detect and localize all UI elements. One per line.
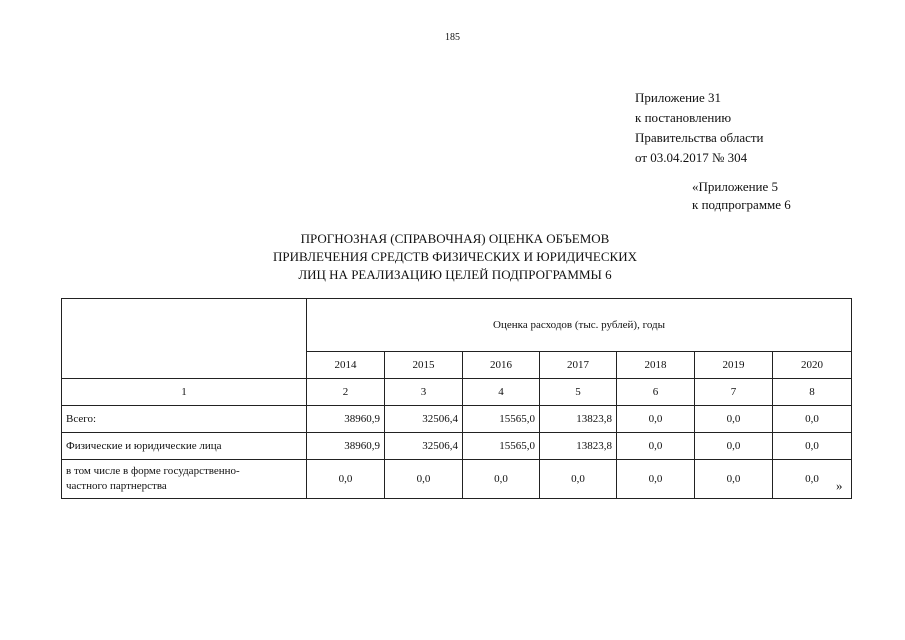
row-value: 38960,9 <box>307 406 385 433</box>
header-empty-cell <box>62 299 307 379</box>
row-value: 32506,4 <box>385 433 463 460</box>
row-value: 0,0 <box>463 460 540 499</box>
row-value: 0,0 <box>617 460 695 499</box>
estimate-table <box>61 298 852 499</box>
row-label <box>62 460 307 499</box>
row-label: Всего: <box>62 406 307 433</box>
row-value: 0,0 <box>307 460 385 499</box>
column-number: 4 <box>463 379 540 406</box>
document-title <box>0 230 905 284</box>
row-label: Физические и юридические лица <box>62 433 307 460</box>
row-value: 13823,8 <box>540 406 617 433</box>
closing-quote: » <box>836 478 843 493</box>
row-value: 0,0 <box>385 460 463 499</box>
year-header: 2020 <box>773 352 852 379</box>
title-line: ПРОГНОЗНАЯ (СПРАВОЧНАЯ) ОЦЕНКА ОБЪЕМОВ <box>300 231 610 246</box>
row-value: 0,0 <box>773 406 852 433</box>
row-value: 15565,0 <box>463 406 540 433</box>
row-value: 0,0 <box>773 433 852 460</box>
title-line: ПРИВЛЕЧЕНИЯ СРЕДСТВ ФИЗИЧЕСКИХ И ЮРИДИЧЕСКИХ <box>273 249 637 264</box>
year-header: 2015 <box>385 352 463 379</box>
page-number: 185 <box>445 32 460 43</box>
row-value: 0,0 <box>695 460 773 499</box>
row-value: 38960,9 <box>307 433 385 460</box>
annex-block <box>635 88 764 168</box>
annex-line: к постановлению <box>635 110 732 125</box>
year-header: 2017 <box>540 352 617 379</box>
annex-inner-block <box>692 178 791 214</box>
row-label-line: в том числе в форме государственно- <box>66 465 240 477</box>
row-value: 0,0 <box>695 406 773 433</box>
annex-line: Приложение 31 <box>635 90 722 105</box>
year-header: 2018 <box>617 352 695 379</box>
column-number: 3 <box>385 379 463 406</box>
year-header: 2016 <box>463 352 540 379</box>
title-line: ЛИЦ НА РЕАЛИЗАЦИЮ ЦЕЛЕЙ ПОДПРОГРАММЫ 6 <box>298 267 612 282</box>
table-row <box>62 460 852 499</box>
annex-inner-line: к подпрограмме 6 <box>692 197 791 212</box>
row-label-line: частного партнерства <box>66 480 167 492</box>
row-value: 0,0 <box>617 433 695 460</box>
row-value: 0,0 <box>695 433 773 460</box>
row-value: 0,0 <box>540 460 617 499</box>
row-value: 15565,0 <box>463 433 540 460</box>
column-number: 5 <box>540 379 617 406</box>
column-number: 2 <box>307 379 385 406</box>
year-header: 2014 <box>307 352 385 379</box>
year-header: 2019 <box>695 352 773 379</box>
table-row <box>62 433 852 460</box>
row-value: 0,0 <box>617 406 695 433</box>
column-number: 6 <box>617 379 695 406</box>
column-number: 8 <box>773 379 852 406</box>
table-row <box>62 406 852 433</box>
row-value: 32506,4 <box>385 406 463 433</box>
row-value: 0,0 <box>773 460 852 499</box>
annex-inner-line: «Приложение 5 <box>692 179 779 194</box>
column-number: 7 <box>695 379 773 406</box>
annex-line: Правительства области <box>635 130 764 145</box>
group-header: Оценка расходов (тыс. рублей), годы <box>307 299 852 352</box>
column-number: 1 <box>62 379 307 406</box>
row-value: 13823,8 <box>540 433 617 460</box>
annex-line: от 03.04.2017 № 304 <box>635 150 748 165</box>
